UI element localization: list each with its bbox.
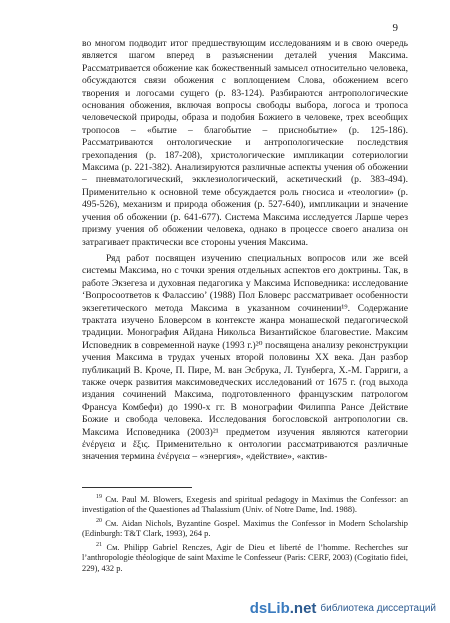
page-number: 9	[392, 22, 398, 34]
footnote-rule	[82, 487, 192, 488]
watermark-tagline: библиотека диссертаций	[320, 603, 436, 614]
footnote-number: 19	[96, 494, 102, 500]
footnote-number: 20	[96, 518, 102, 525]
body-text	[82, 38, 408, 464]
dslib-logo: dsLib.net	[249, 600, 317, 617]
footnote-number: 21	[96, 542, 102, 549]
footnotes	[82, 492, 408, 575]
footnote-21	[82, 540, 408, 573]
paragraph: Ряд работ посвящен изучению специальных вопросов или же всей системы Максима, но с точки зрения отдельных аспектов его доктрины. Так, в работе Экзегеза и духовная педагогика у Максима Исповедника: исследование ‘Вопросоответов к Фалассию’ (1988) Пол Бловерс рассматривает особенности экзегетического метода Максима в указанном сочинении¹⁹. Содержание трактата изучено Бловерсом в контексте жанра монашеской педагогической традиции. Монография Айдана Никольса Византийское благовестие. Максим Исповедник в современной науке (1993 г.)²⁰ посвящена анализу реконструкции учения Максима в трудах ученых второй половины ХХ века. Дан разбор публикаций В. Кроче, П. Пире, М. ван Эсбрука, Л. Тунберга, Х.-М. Гарриги, а также очерк развития максимоведческих исследований от 1675 г. (год выхода издания сочинений Максима, подготовленного французским патрологом Франсуа Комбефи) до 1990-х гг. В монографии Филиппа Ранcе Действие Божие и свобода человека. Исследования богословской антропологии св. Максима Исповедника (2003)²¹ предметом изучения являются категории ἐνέργεια и ἕξις. Применительно к онтологии рассматриваются различные значения термина ἐνέργεια – «энергия», «действие», «актив-	[82, 252, 408, 463]
footnote-text: См. Aidan Nichols, Byzantine Gospel. Maximus the Confessor in Modern Scholarship (Edinburgh: T&T Clark, 1993), 264 p.	[82, 519, 408, 539]
footnote-text: См. Philipp Gabriel Renczes, Agir de Dieu et liberté de l’homme. Recherches sur l’anthropologie théologique de saint Maxime le Confesseur (Paris: CERF, 2003) (Cogitatio fidei, 229), 432 p.	[82, 543, 409, 573]
footnote-19	[82, 492, 408, 515]
footnote-20	[82, 516, 408, 539]
footnote-text: См. Paul M. Blowers, Exegesis and spiritual pedagogy in Maximus the Confessor: an investigation of the Quaestiones ad Thalassium (Univ. of Notre Dame, Ind. 1988).	[82, 494, 409, 514]
paragraph: во многом подводит итог предшествующим исследованиям и в свою очередь является шагом вперед в разъяснении деталей учения Максима. Рассматривается обожение как божественный замысел относительно человека, обсуждаются связи обожения с воплощением Слова, обожением всего творения и логосами сущего (p. 83-124). Разбираются антропологические основания обожения, включая вопросы свободы выбора, логоса и тропоса человеческой природы, образа и подобия Божиего в человеке, трех всеобщих тропосов – «бытие – благобытие – приснобытие» (p. 125-186). Рассматриваются онтологические и антропологические последствия грехопадения (p. 187-208), христологические импликации сотериологии Максима (p. 221-382). Анализируются различные аспекты учения об обожении – пневматологический, экклезиологический, аскетический (p. 383-494). Применительно к основной теме обсуждается роль гносиса и «теологии» (p. 495-526), механизм и природа обожения (p. 527-640), импликации и значение учения об обожении (p. 641-677). Система Максима исследуется Ларше через призму учения об обожении человека, однако в процессе своего анализа он затрагивает практически все стороны учения Максима.	[82, 38, 408, 248]
watermark[interactable]	[250, 600, 436, 617]
